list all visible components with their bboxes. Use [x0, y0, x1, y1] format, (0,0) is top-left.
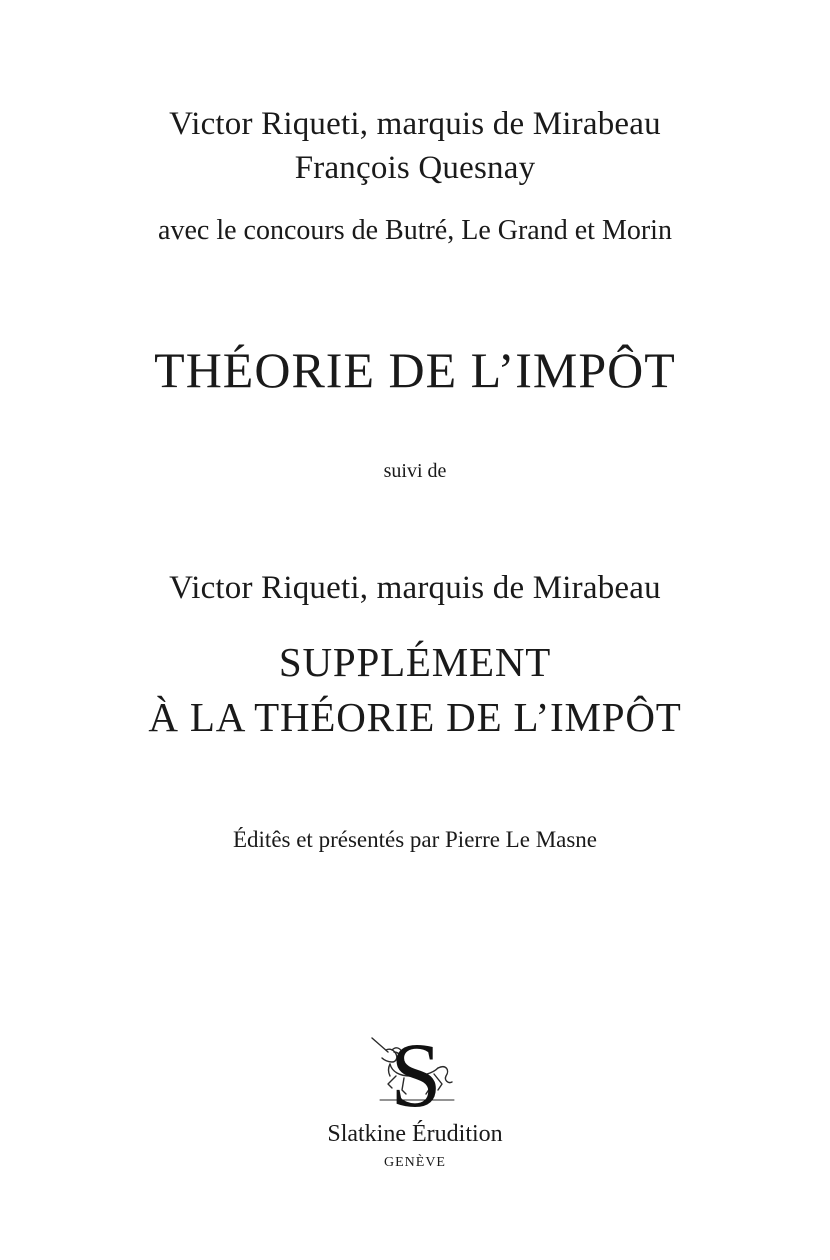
- editor-credit: Éditês et présentés par Pierre Le Masne: [232, 827, 598, 852]
- second-author-line: Victor Riqueti, marquis de Mirabeau: [169, 570, 661, 606]
- second-title-line-1: SUPPLÉMENT: [278, 639, 552, 685]
- logo-letter: S: [390, 1024, 442, 1118]
- publisher-city: GENÈVE: [384, 1155, 446, 1170]
- contributors-line: avec le concours de Butré, Le Grand et Morin: [158, 215, 672, 246]
- publisher-name: Slatkine Érudition: [327, 1121, 503, 1147]
- unicorn-icon: [366, 1022, 466, 1118]
- connector-text: suivi de: [383, 460, 447, 482]
- publisher-logo: [366, 1022, 466, 1118]
- author-line-1: Victor Riqueti, marquis de Mirabeau: [169, 106, 661, 142]
- main-title: THÉORIE DE L’IMPÔT: [154, 342, 676, 398]
- author-line-2: François Quesnay: [294, 150, 536, 186]
- second-title-line-2: À LA THÉORIE DE L’IMPÔT: [148, 694, 682, 740]
